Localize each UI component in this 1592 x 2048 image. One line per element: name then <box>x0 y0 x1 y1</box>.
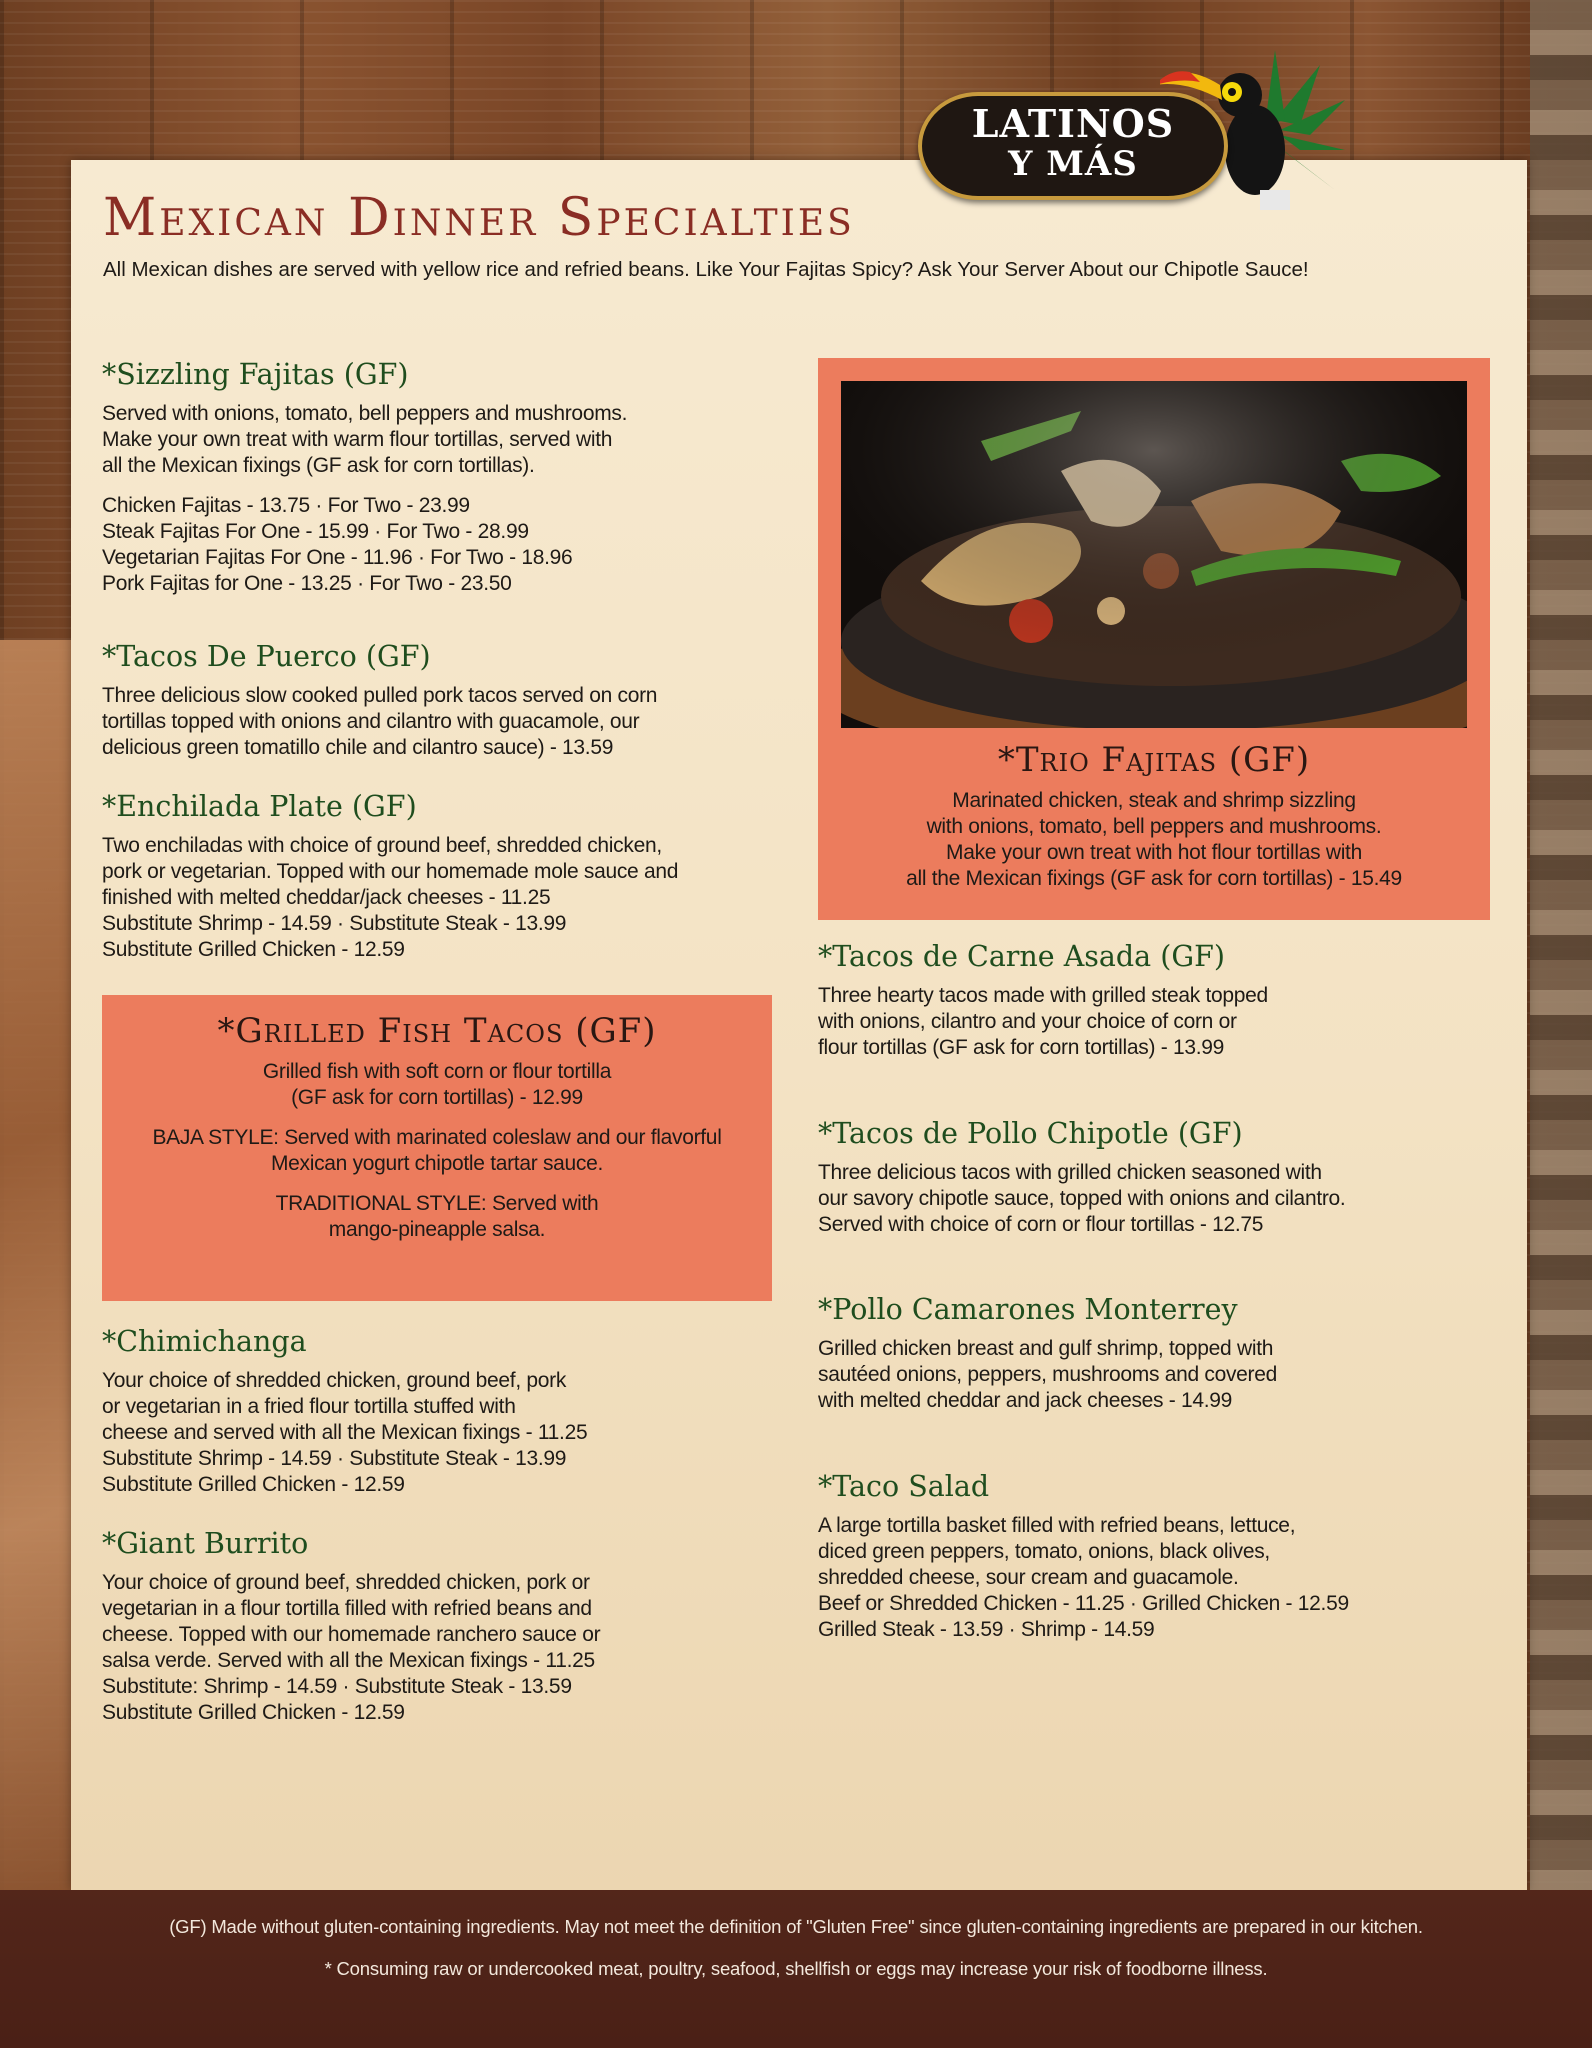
item-desc: Marinated chicken, steak and shrimp sizzling <box>952 789 1356 812</box>
item-price: Beef or Shredded Chicken - 11.25 · Grilled Chicken - 12.59 <box>818 1592 1349 1615</box>
item-title: *Pollo Camarones Monterrey <box>818 1293 1238 1326</box>
item-title: *Tacos de Pollo Chipotle (GF) <box>818 1117 1243 1150</box>
item-price: Substitute Shrimp - 14.59 · Substitute Steak - 13.99 <box>102 912 567 935</box>
item-desc: all the Mexican fixings (GF ask for corn tortillas). <box>102 454 535 477</box>
item-desc: Two enchiladas with choice of ground beef, shredded chicken, <box>102 834 662 857</box>
item-price: Steak Fajitas For One - 15.99 · For Two - 28.99 <box>102 520 529 543</box>
item-title: *Trio Fajitas (GF) <box>997 740 1311 780</box>
item-desc: Served with onions, tomato, bell peppers and mushrooms. <box>102 402 628 425</box>
item-desc: salsa verde. Served with all the Mexican fixings - 11.25 <box>102 1649 595 1672</box>
item-price: Chicken Fajitas - 13.75 · For Two - 23.99 <box>102 494 470 517</box>
item-desc: Grilled fish with soft corn or flour tortilla <box>262 1060 612 1083</box>
item-desc: all the Mexican fixings (GF ask for corn tortillas) - 15.49 <box>906 867 1402 890</box>
item-desc: our savory chipotle sauce, topped with onions and cilantro. <box>818 1187 1346 1210</box>
wood-panel-right <box>1530 0 1592 1890</box>
item-desc: Served with choice of corn or flour tortillas - 12.75 <box>818 1213 1264 1236</box>
item-title: *Taco Salad <box>818 1470 990 1503</box>
item-price: Vegetarian Fajitas For One - 11.96 · For Two - 18.96 <box>102 546 573 569</box>
item-price: Substitute Grilled Chicken - 12.59 <box>102 1473 405 1496</box>
item-desc: delicious green tomatillo chile and cilantro sauce) - 13.59 <box>102 736 614 759</box>
logo-line-1: LATINOS <box>971 101 1175 146</box>
item-title: *Chimichanga <box>102 1325 307 1358</box>
item-price: Substitute: Shrimp - 14.59 · Substitute Steak - 13.59 <box>102 1675 572 1698</box>
footer <box>0 1890 1592 2048</box>
menu-item-tacos-pollo-chipotle <box>818 1117 1345 1238</box>
menu-item-tacos-de-puerco <box>102 640 657 761</box>
item-desc: diced green peppers, tomato, onions, black olives, <box>818 1540 1270 1563</box>
item-desc: flour tortillas (GF ask for corn tortillas) - 13.99 <box>818 1036 1224 1059</box>
item-desc: mango-pineapple salsa. <box>328 1218 546 1241</box>
item-price: Substitute Grilled Chicken - 12.59 <box>102 1701 405 1724</box>
item-price: Pork Fajitas for One - 13.25 · For Two - 23.50 <box>102 572 512 595</box>
item-desc: Grilled chicken breast and gulf shrimp, topped with <box>818 1337 1274 1360</box>
item-desc: with onions, tomato, bell peppers and mushrooms. <box>926 815 1382 838</box>
wood-panel-left <box>0 640 72 1890</box>
item-desc: with melted cheddar and jack cheeses - 14.99 <box>818 1389 1233 1412</box>
item-desc: Make your own treat with warm flour tortillas, served with <box>102 428 613 451</box>
item-desc: cheese. Topped with our homemade ranchero sauce or <box>102 1623 601 1646</box>
menu-item-sizzling-fajitas <box>102 358 627 597</box>
menu-item-giant-burrito <box>102 1527 600 1726</box>
item-title: *Tacos De Puerco (GF) <box>102 640 431 673</box>
item-desc: Your choice of shredded chicken, ground beef, pork <box>102 1369 567 1392</box>
item-desc: tortillas topped with onions and cilantro with guacamole, our <box>102 710 640 733</box>
featured-grilled-fish-tacos <box>102 995 772 1301</box>
item-price: Grilled Steak - 13.59 · Shrimp - 14.59 <box>818 1618 1155 1641</box>
menu-item-taco-salad <box>818 1470 1349 1643</box>
item-desc: vegetarian in a flour tortilla filled with refried beans and <box>102 1597 592 1620</box>
item-desc: or vegetarian in a fried flour tortilla stuffed with <box>102 1395 516 1418</box>
restaurant-logo <box>918 92 1228 200</box>
item-desc: shredded cheese, sour cream and guacamole. <box>818 1566 1239 1589</box>
logo-line-2: Y MÁS <box>1008 144 1138 184</box>
item-desc: sautéed onions, peppers, mushrooms and covered <box>818 1363 1277 1386</box>
page-subtitle: All Mexican dishes are served with yellow rice and refried beans. Like Your Fajitas Spicy? Ask Your Server About our Chipotle Sauce! <box>103 258 1309 281</box>
item-price: Substitute Grilled Chicken - 12.59 <box>102 938 405 961</box>
item-desc: with onions, cilantro and your choice of corn or <box>818 1010 1237 1033</box>
item-desc: Make your own treat with hot flour tortillas with <box>946 841 1362 864</box>
gluten-free-note: (GF) Made without gluten-containing ingredients. May not meet the definition of "Gluten Free" since gluten-containing ingredients are prepared in our kitchen. <box>169 1916 1423 1937</box>
item-desc: Your choice of ground beef, shredded chicken, pork or <box>102 1571 590 1594</box>
item-desc: Three hearty tacos made with grilled steak topped <box>818 984 1268 1007</box>
item-desc: A large tortilla basket filled with refried beans, lettuce, <box>818 1514 1296 1537</box>
item-title: *Sizzling Fajitas (GF) <box>102 358 409 391</box>
item-desc: Three delicious slow cooked pulled pork tacos served on corn <box>102 684 658 707</box>
menu-item-pollo-camarones-monterrey <box>818 1293 1277 1414</box>
fajitas-skillet-photo <box>841 381 1467 728</box>
item-title: *Enchilada Plate (GF) <box>102 790 417 823</box>
page-title: Mexican Dinner Specialties <box>103 188 855 248</box>
item-desc: TRADITIONAL STYLE: Served with <box>275 1192 599 1215</box>
item-desc: cheese and served with all the Mexican fixings - 11.25 <box>102 1421 588 1444</box>
menu-item-chimichanga <box>102 1325 587 1498</box>
menu-item-enchilada-plate <box>102 790 678 963</box>
item-desc: pork or vegetarian. Topped with our homemade mole sauce and <box>102 860 679 883</box>
item-desc: Three delicious tacos with grilled chicken seasoned with <box>818 1161 1322 1184</box>
item-desc: BAJA STYLE: Served with marinated coleslaw and our flavorful <box>152 1126 722 1149</box>
item-desc: (GF ask for corn tortillas) - 12.99 <box>291 1086 583 1109</box>
item-price: Substitute Shrimp - 14.59 · Substitute Steak - 13.99 <box>102 1447 567 1470</box>
item-title: *Giant Burrito <box>102 1527 309 1560</box>
item-desc: Mexican yogurt chipotle tartar sauce. <box>270 1152 604 1175</box>
item-desc: finished with melted cheddar/jack cheeses - 11.25 <box>102 886 551 909</box>
raw-food-warning: * Consuming raw or undercooked meat, poultry, seafood, shellfish or eggs may increase your risk of foodborne illness. <box>324 1958 1268 1979</box>
item-title: *Tacos de Carne Asada (GF) <box>818 940 1225 973</box>
menu-item-tacos-carne-asada <box>818 940 1268 1061</box>
item-title: *Grilled Fish Tacos (GF) <box>217 1011 657 1051</box>
